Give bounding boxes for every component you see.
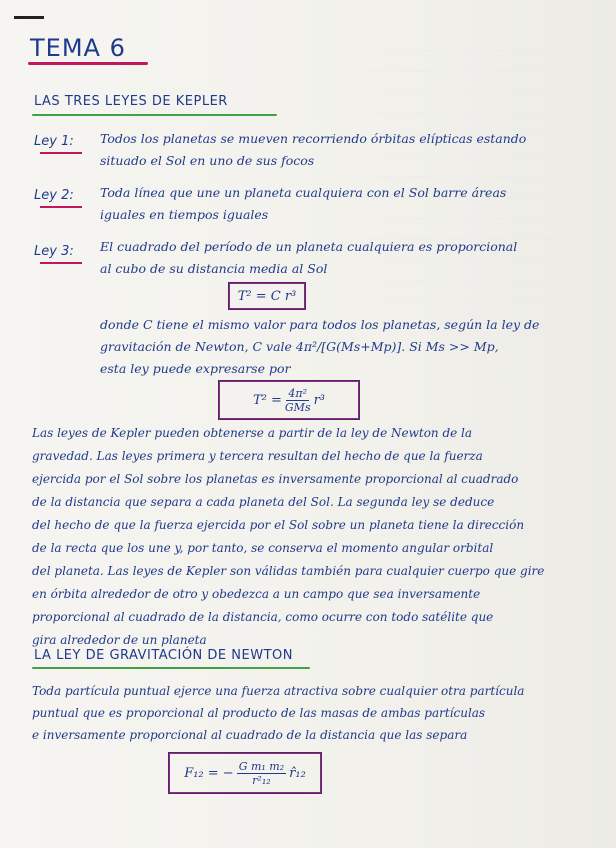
kepler-third-law-formula — [228, 282, 306, 310]
formula-numerator: G m₁ m₂ — [238, 759, 285, 773]
formula-lhs: T² = — [252, 392, 282, 408]
law2-label: Ley 2: — [34, 188, 74, 203]
formula-lhs: F₁₂ = − — [184, 765, 234, 781]
newton-law-text: Toda partícula puntual ejerce una fuerza atractiva sobre cualquier otra partícula puntual que es proporcional al producto de las masas de ambas partículas e inversamente proporcional al cuadrado de la distancia que las separa — [32, 684, 525, 742]
law2-text: Toda línea que une un planeta cualquiera con el Sol barre áreas iguales en tiempos iguales — [100, 185, 507, 222]
corner-mark — [14, 16, 44, 19]
law2-underline — [40, 206, 82, 208]
law3-label: Ley 3: — [34, 244, 74, 259]
formula-numerator: 4π² — [288, 386, 308, 400]
kepler-newton-paragraph: Las leyes de Kepler pueden obtenerse a partir de la ley de Newton de la gravedad. Las leyes primera y tercera resultan del hecho de que la fuerza ejercida por el Sol sobre los planetas es inversamente proporcional al cuadrado de la distancia que separa a cada planeta del Sol. La segunda ley se deduce del hecho de que la fuerza ejercida por el Sol sobre un planeta tiene la dirección de la recta que los une y, por tanto, se conserva el momento angular orbital del planeta. Las leyes de Kepler son válidas también para cualquier cuerpo que gire en órbita alrededor de otro y obedezca a un campo que sea inversamente proporcional al cuadrado de la distancia, como ocurre con todo satélite que gira alrededor de un planeta — [32, 426, 545, 647]
formula-rhs: r̂₁₂ — [289, 765, 306, 781]
law3-text: El cuadrado del período de un planeta cualquiera es proporcional al cubo de su distancia media al Sol — [100, 239, 518, 276]
section-underline — [32, 667, 310, 669]
formula-rhs: r³ — [313, 392, 326, 408]
formula-denominator: r²₁₂ — [252, 773, 271, 787]
law1-underline — [40, 152, 82, 154]
title-underline — [28, 62, 148, 65]
formula-fraction — [237, 760, 286, 787]
section-heading-kepler: LAS TRES LEYES DE KEPLER — [34, 94, 228, 109]
law1-text: Todos los planetas se mueven recorriendo órbitas elípticas estando situado el Sol en uno de sus focos — [100, 131, 527, 168]
law1-label: Ley 1: — [34, 134, 74, 149]
section-underline — [32, 114, 277, 116]
bleed-through — [330, 30, 570, 330]
page-title: TEMA 6 — [30, 34, 126, 62]
section-heading-newton: LA LEY DE GRAVITACIÓN DE NEWTON — [34, 648, 293, 663]
formula-text: T² = C r³ — [237, 288, 297, 304]
newton-gravitation-formula — [168, 752, 322, 794]
law3-note: donde C tiene el mismo valor para todos los planetas, según la ley de gravitación de Newton, C vale 4π²/[G(Ms+Mp)]. Si Ms >> Mp, esta ley puede expresarse por — [100, 317, 540, 376]
formula-fraction — [285, 387, 311, 414]
law3-underline — [40, 262, 82, 264]
kepler-formula-reduced — [218, 380, 360, 420]
formula-denominator: GMs — [284, 400, 311, 414]
